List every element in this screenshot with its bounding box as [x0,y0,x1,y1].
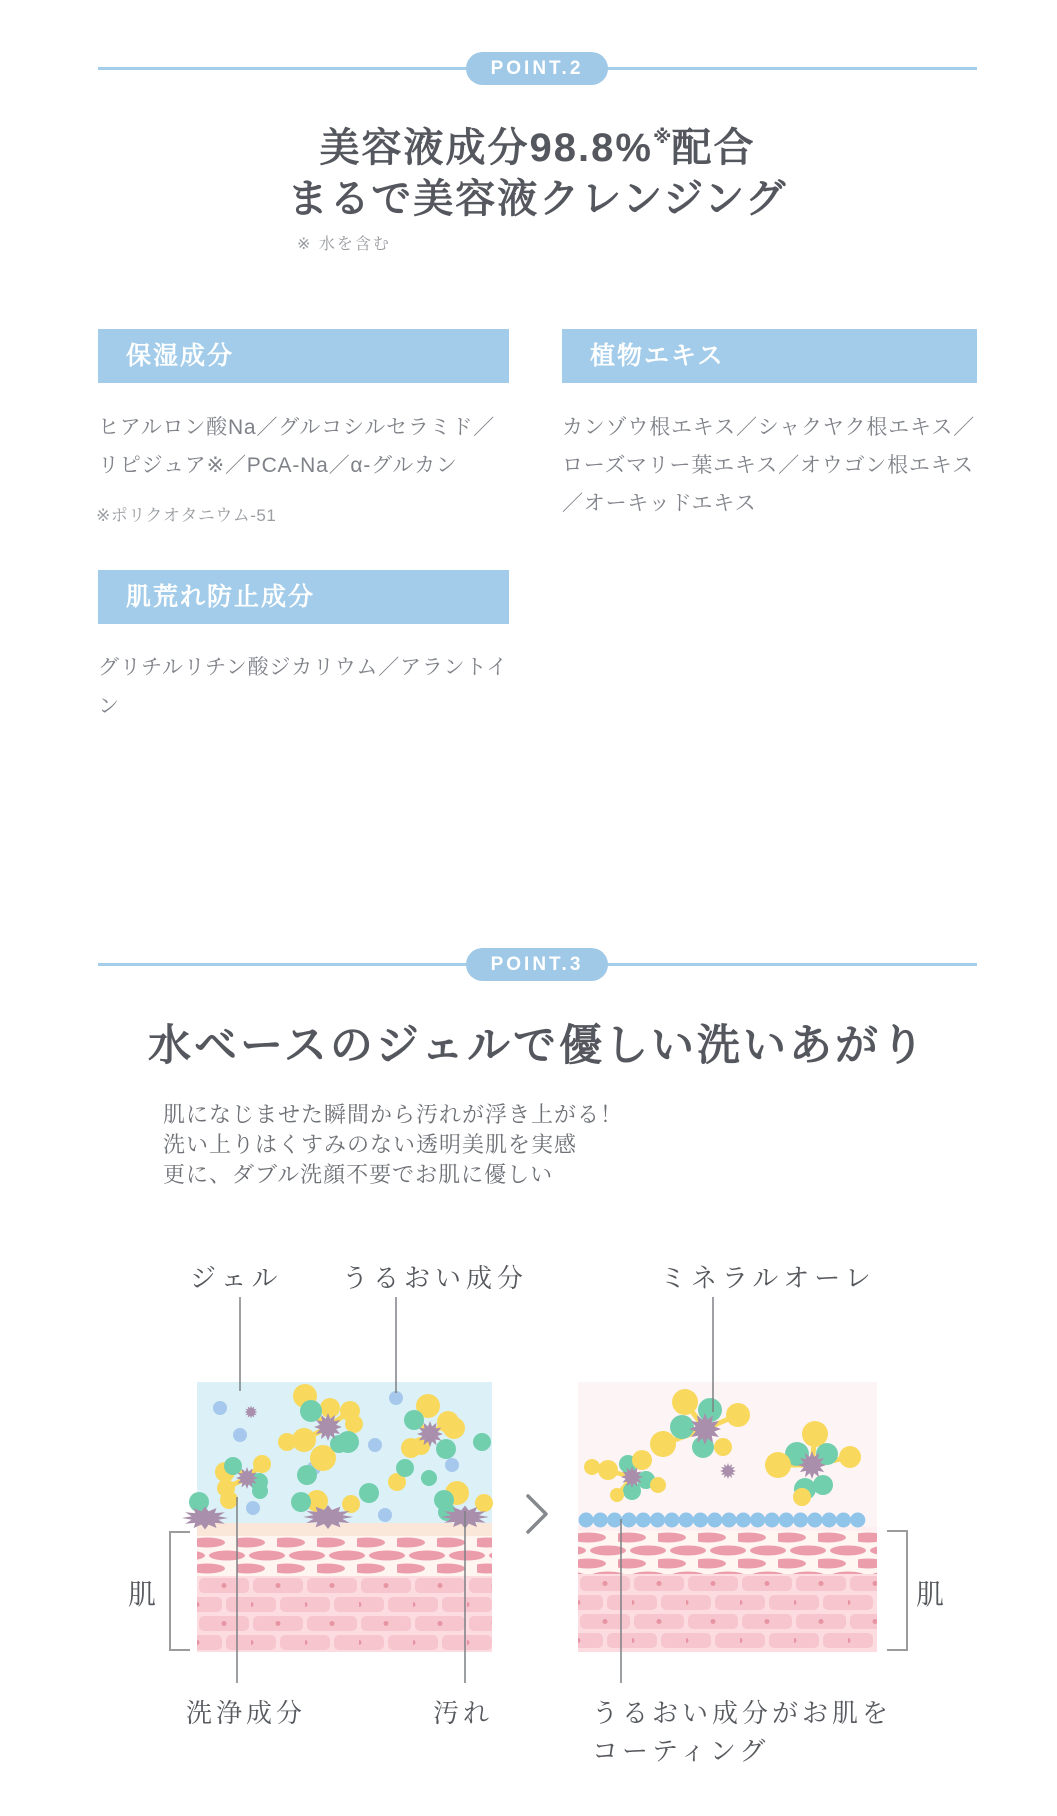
diagram-label-cleansing: 洗浄成分 [186,1698,307,1728]
diagram-label-coating-line2: コーティング [592,1736,770,1766]
after-panel [578,1382,877,1652]
card-antirough-line2: ン [98,695,120,718]
card-antirough-title: 肌荒れ防止成分 [126,583,316,611]
point3-badge [466,948,608,981]
skin-bracket-right [887,1531,907,1650]
diagram-label-gel: ジェル [190,1263,283,1293]
point2-badge [466,52,608,85]
chevron-right-icon [528,1496,546,1532]
point2-badge-label: POINT.2 [490,58,584,79]
point2-heading-line2: まるで美容液クレンジング [287,177,788,221]
before-panel [182,1382,493,1652]
diagram-label-moisture: うるおい成分 [342,1263,529,1293]
point3-paragraph-line1: 肌になじませた瞬間から汚れが浮き上がる！ [163,1102,624,1127]
diagram-label-coating-line1: うるおい成分がお肌を [592,1698,893,1728]
card-antirough-line1: グリチルリチン酸ジカリウム／アラントイ [98,656,508,679]
card-moisturizing-footnote: ※ポリクオタニウム-51 [96,506,277,525]
point3-badge-label: POINT.3 [490,954,584,975]
diagram-label-dirt: 汚れ [433,1698,494,1728]
point2-heading [98,112,977,225]
card-botanical-line3: ／オーキッドエキス [562,492,757,515]
card-botanical-header [562,329,977,383]
point3-heading: 水ベースのジェルで優しい洗いあがり [148,1022,927,1070]
skin-label-right: 肌 [916,1579,945,1610]
card-moisturizing-line2: リピジュア※／PCA-Na／α-グルカン [98,454,458,477]
heading-footnote: ※ 水を含む [297,236,391,253]
card-moisturizing-line1: ヒアルロン酸Na／グルコシルセラミド／ [98,416,496,439]
skin-bracket-left [170,1532,190,1650]
card-moisturizing-header [98,329,509,383]
card-botanical-line1: カンゾウ根エキス／シャクヤク根エキス／ [562,416,975,439]
skin-lens-rows-right [578,1531,877,1574]
skin-lens-rows [197,1536,492,1576]
skin-brick-rows [197,1576,492,1652]
card-botanical-line2: ローズマリー葉エキス／オウゴン根エキス [562,454,974,477]
point3-paragraph-line3: 更に、ダブル洗顔不要でお肌に優しい [163,1162,554,1187]
diagram-label-mineral: ミネラルオーレ [660,1263,876,1293]
card-antirough-header [98,570,509,624]
skin-label-left: 肌 [128,1579,157,1610]
heading-note-mark: ※ [652,127,672,148]
skin-brick-rows-right [578,1574,877,1652]
skin-cream-band [197,1523,492,1536]
card-botanical-title: 植物エキス [590,342,725,370]
point3-paragraph-line2: 洗い上りはくすみのない透明美肌を実感 [163,1132,578,1157]
card-moisturizing-title: 保湿成分 [126,342,235,370]
point2-heading-line1: 美容液成分98.8%※配合 [319,126,756,170]
